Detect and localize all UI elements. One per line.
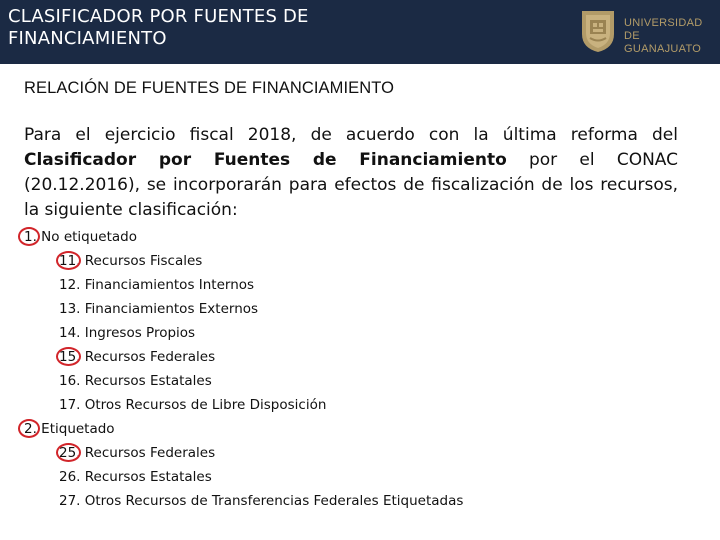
paragraph-bold-text: Clasificador por Fuentes de Financiamiento bbox=[24, 150, 507, 170]
list-item: 27. Otros Recursos de Transferencias Federales Etiquetadas bbox=[59, 493, 464, 509]
highlight-circle bbox=[18, 419, 40, 438]
header-bar bbox=[0, 0, 720, 64]
highlight-circle bbox=[18, 227, 40, 246]
group-no-etiquetado: 1. No etiquetado bbox=[24, 229, 137, 245]
page-title: CLASIFICADOR POR FUENTES DE FINANCIAMIENTO bbox=[8, 6, 309, 49]
list-item: 17. Otros Recursos de Libre Disposición bbox=[59, 397, 327, 413]
list-item: 26. Recursos Estatales bbox=[59, 469, 212, 485]
list-item: 11. Recursos Fiscales bbox=[59, 253, 203, 269]
highlight-circle bbox=[56, 347, 81, 366]
list-item: 13. Financiamientos Externos bbox=[59, 301, 259, 317]
list-item: 16. Recursos Estatales bbox=[59, 373, 212, 389]
group-etiquetado: 2. Etiquetado bbox=[24, 421, 115, 437]
list-item: 14. Ingresos Propios bbox=[59, 325, 196, 341]
highlight-circle bbox=[56, 251, 81, 270]
list-item: 12. Financiamientos Internos bbox=[59, 277, 255, 293]
intro-paragraph bbox=[24, 123, 678, 223]
logo-text-line1: UNIVERSIDAD DE bbox=[624, 17, 703, 42]
paragraph-text-start: Para el ejercicio fiscal 2018, de acuerdo con la última reforma del bbox=[24, 125, 678, 145]
list-item: 15. Recursos Federales bbox=[59, 349, 216, 365]
university-logo bbox=[578, 8, 718, 56]
section-subtitle: RELACIÓN DE FUENTES DE FINANCIAMIENTO bbox=[24, 79, 395, 97]
highlight-circle bbox=[56, 443, 81, 462]
university-seal-icon bbox=[578, 8, 618, 54]
list-item: 25. Recursos Federales bbox=[59, 445, 216, 461]
paragraph-text-end: por el CONAC (20.12.2016), se incorporarán para efectos de fiscalización de los recursos, la siguiente clasificación: bbox=[24, 150, 678, 220]
logo-text-line2: GUANAJUATO bbox=[624, 43, 702, 55]
